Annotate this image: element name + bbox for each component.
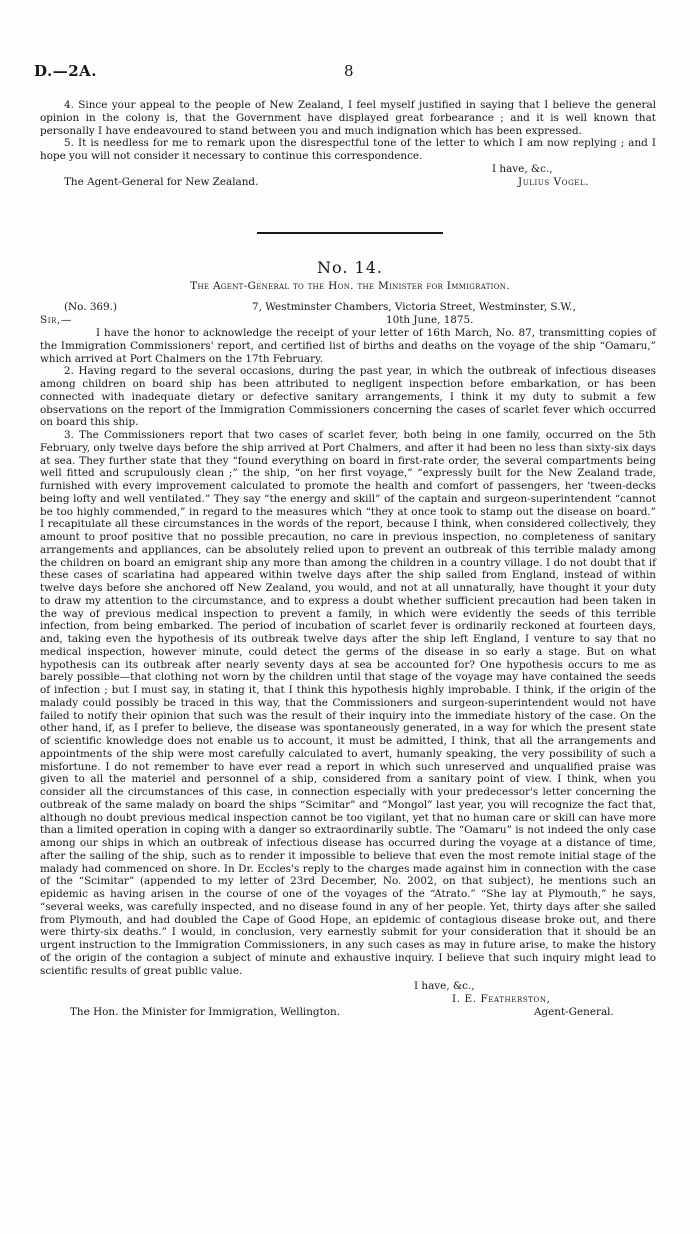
- signatory-title: Agent-General.: [534, 1006, 614, 1019]
- paragraph: 4. Since your appeal to the people of New Zealand, I feel myself justified in saying that I believe the general opinion in the colony is, that the Government have displayed great forbearance ; and it is well known that personally I have endeavoured to stand between you and much indignation which has been expressed.: [40, 99, 656, 137]
- previous-letter-end: [40, 99, 656, 189]
- signatory: I. E. Featherston,: [452, 993, 551, 1006]
- addressee: The Agent-General for New Zealand.: [64, 175, 259, 188]
- section-divider: [257, 232, 443, 234]
- paragraph: 2. Having regard to the several occasions, during the past year, in which the outbreak of infectious diseases among children on board ship has been attributed to negligent inspection before embarkation, or has been connected with inadequate dietary or defective sanitary arrangements, I think it my duty to submit a few observations on the report of the Immigration Commissioners concerning the cases of scarlet fever which occurred on board this ship.: [40, 365, 656, 429]
- letter-body: [40, 301, 656, 1019]
- letter-date: 10th June, 1875.: [386, 314, 474, 326]
- paragraph: 3. The Commissioners report that two cases of scarlet fever, both being in one family, occurred on the 5th February, only twelve days before the ship arrived at Port Chalmers, and after it had been no less than sixty-six days at sea. They further state that they “found everything on board in first-rate order, the several compartments being well fitted and scrupulously clean ;” the ship, “on her first voyage,” “expressly built for the New Zealand trade, furnished with every improvement calculated to promote the health and comfort of passengers, her 'tween-decks being lofty and well ventilated.” They say “the energy and skill” of the captain and surgeon-superintendent “cannot be too highly commended,” in regard to the measures which “they at once took to stamp out the disease on board.” I recapitulate all these circumstances in the words of the report, because I think, when considered collectively, they amount to proof positive that no possible precaution, no care in previous inspection, no completeness of sanitary arrangements and appliances, can be absolutely relied upon to prevent an outbreak of this terrible malady among the children on board an emigrant ship any more than among the children in a country village. I do not doubt that if these cases of scarlatina had appeared within twelve days after the ship sailed from England, instead of within twelve days before she anchored off New Zealand, you would, and not at all unnaturally, have thought it your duty to draw my attention to the circumstance, and to express a doubt whether sufficient precaution had been taken in the way of previous medical inspection to prevent a family, in which were evidently the seeds of this terrible infection, from being embarked. The period of incubation of scarlet fever is ordinarily reckoned at fourteen days, and, taking even the hypothesis of its outbreak twelve days after the ship left England, I venture to say that no medical inspection, however minute, could detect the germs of the disease in so early a stage. But on what hypothesis can its outbreak after nearly seventy days at sea be accounted for? One hypothesis occurs to me as barely possible—that clothing not worn by the children until that stage of the voyage may have contained the seeds of infection ; but I must say, in stating it, that I think this hypothesis highly improbable. I think, if the origin of the malady could possibly be traced in this way, that the Commissioners and surgeon-superintendent would not have failed to notify their opinion that such was the result of their inquiry into the immediate history of the case. On the other hand, if, as I prefer to believe, the disease was spontaneously generated, in a way for which the present state of scientific knowledge does not enable us to account, it must be admitted, I think, that all the arrangements and appointments of the ship were most carefully calculated to avert, humanly speaking, the very possibility of such a misfortune. I do not remember to have ever read a report in which such unreserved and unqualified praise was given to all the materiel and personnel of a ship, considered from a sanitary point of view. I think, when you consider all the circumstances of this case, in connection especially with your predecessor's letter concerning the outbreak of the same malady on board the ships “Scimitar” and “Mongol” last year, you will recognize the fact that, although no doubt previous medical inspection cannot be too vigilant, yet that no human care or skill can have more than a limited operation in coping with a danger so extraordinarily subtle. The “Oamaru” is not indeed the only case among our ships in which an outbreak of infectious disease has occurred during the voyage at a distance of time, after the sailing of the ship, such as to render it impossible to believe that even the most remote initial stage of the malady had commenced on shore. In Dr. Eccles's reply to the charges made against him in connection with the case of the “Scimitar” (appended to my letter of 23rd December, No. 2002, on that subject), he mentions such an epidemic as having arisen in the course of one of the voyages of the “Atrato.” “She lay at Plymouth,” he says, “several weeks, was carefully inspected, and no disease found in any of her people. Yet, thirty days after she sailed from Plymouth, and had doubled the Cape of Good Hope, an epidemic of contagious disease broke out, and there were thirty-six deaths.” I would, in conclusion, very earnestly submit for your consideration that it should be an urgent instruction to the Immigration Commissioners, in any such cases as may in future arise, to make the history of the origin of the contagion a subject of minute and exhaustive inquiry. I believe that such inquiry might lead to scientific results of great public value.: [40, 429, 656, 977]
- letter-reference: (No. 369.): [64, 301, 118, 313]
- addressee: The Hon. the Minister for Immigration, Wellington.: [70, 1006, 341, 1019]
- letter-number: No. 14.: [317, 258, 383, 277]
- signatory: Julius Vogel.: [518, 175, 590, 188]
- page-number: 8: [344, 62, 354, 80]
- document-reference: D.—2A.: [34, 62, 97, 80]
- paragraph: I have the honor to acknowledge the receipt of your letter of 16th March, No. 87, transmitting copies of the Immigration Commissioners' report, and certified list of births and deaths on the voyage of the ship “Oamaru,” which arrived at Port Chalmers on the 17th February.: [40, 327, 656, 365]
- closing: I have, &c.,: [492, 162, 553, 175]
- paragraph: 5. It is needless for me to remark upon the disrespectful tone of the letter to which I am now replying ; and I hope you will not consider it necessary to continue this correspondence.: [40, 137, 656, 162]
- page-header: [34, 62, 640, 82]
- letter-heading: The Agent-General to the Hon. the Minister for Immigration.: [190, 280, 510, 292]
- salutation: Sir,—: [40, 314, 72, 326]
- closing: I have, &c.,: [414, 980, 475, 993]
- letter-address: 7, Westminster Chambers, Victoria Street, Westminster, S.W.,: [252, 301, 576, 313]
